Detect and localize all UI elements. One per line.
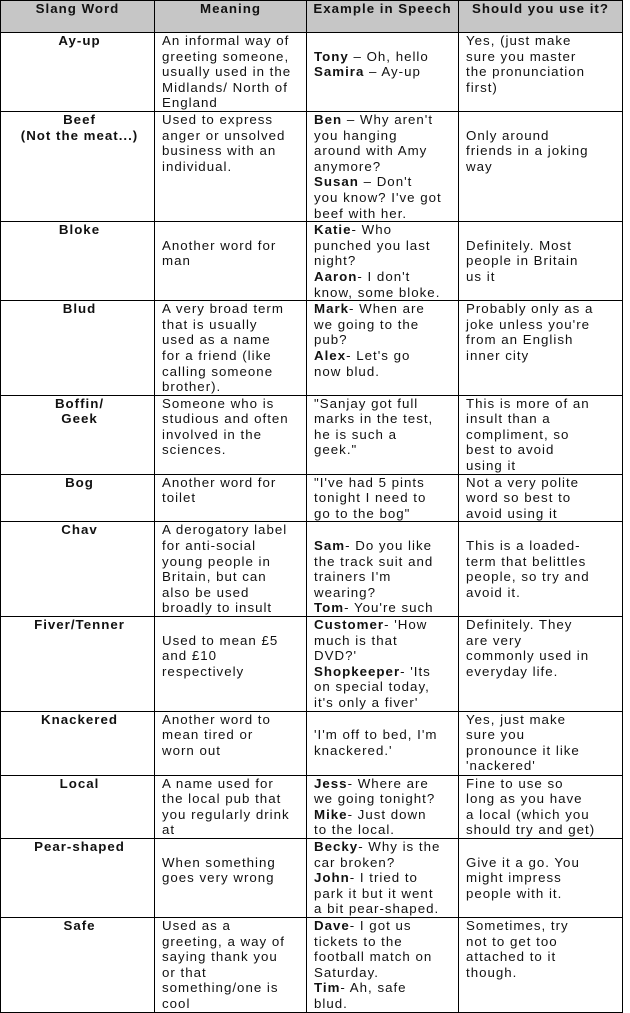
speaker-name: Susan [314, 174, 359, 190]
cell-line [314, 538, 455, 554]
cell-line: from an English [466, 332, 574, 348]
cell-line: involved in the [162, 426, 263, 442]
cell-line [314, 980, 455, 996]
table-row [1, 33, 623, 112]
cell-line: also be used [162, 584, 250, 600]
cell-line: Definitely. Most [466, 237, 572, 253]
cell-advice [459, 301, 623, 396]
speaker-name: Becky [314, 838, 359, 854]
cell-meaning [155, 522, 307, 617]
cell-advice [459, 395, 623, 474]
cell-line: used as a name [162, 332, 271, 348]
cell-line: Bloke [58, 222, 101, 238]
table-row [1, 111, 623, 221]
cell-line [314, 222, 455, 238]
cell-example [307, 522, 459, 617]
cell-example [307, 775, 459, 838]
cell-line: the local pub that [162, 791, 282, 807]
speech-text: – Oh, hello [348, 48, 429, 64]
speech-text: car broken? [314, 854, 396, 870]
header-slang-word: Slang Word [1, 1, 155, 33]
table-row [1, 838, 623, 917]
cell-meaning [155, 474, 307, 522]
speech-text: anymore? [314, 158, 382, 174]
cell-line: Boffin/ [54, 395, 105, 411]
cell-word [1, 395, 155, 474]
cell-line: are very [466, 632, 523, 648]
header-meaning: Meaning [155, 1, 307, 33]
table-row [1, 301, 623, 396]
speech-text: tickets to the [314, 933, 403, 949]
cell-line: or that [162, 964, 207, 980]
cell-line [314, 317, 455, 333]
cell-line [314, 143, 455, 159]
cell-line: us it [466, 268, 496, 284]
speech-text: know, some bloke. [314, 284, 441, 300]
cell-line [314, 475, 455, 491]
cell-line: word so best to [466, 490, 572, 506]
cell-example [307, 711, 459, 775]
speaker-name: Mark [314, 301, 350, 317]
cell-line: A name used for [162, 775, 274, 791]
cell-line: brother). [162, 379, 222, 395]
speaker-name: John [314, 870, 350, 886]
cell-line: worn out [162, 742, 221, 758]
cell-line: business with an [162, 143, 277, 159]
speech-text: blud. [314, 995, 348, 1011]
cell-line: attached to it [466, 949, 557, 965]
cell-line: avoid using it [466, 505, 558, 521]
cell-word [1, 522, 155, 617]
speaker-name: Customer [314, 617, 385, 633]
cell-line: Used to mean £5 [162, 632, 279, 648]
speech-text: on special today, [314, 679, 430, 695]
cell-example [307, 917, 459, 1012]
header-advice: Should you use it? [459, 1, 623, 33]
speech-text: "I've had 5 pints [314, 474, 425, 490]
speaker-name: Dave [314, 917, 350, 933]
cell-line: Give it a go. You [466, 854, 580, 870]
cell-line: commonly used in [466, 648, 590, 664]
cell-line [314, 791, 455, 807]
cell-line [314, 442, 455, 458]
cell-advice [459, 33, 623, 112]
cell-line: long as you have [466, 791, 583, 807]
cell-line: avoid it. [466, 584, 521, 600]
cell-meaning [155, 395, 307, 474]
cell-line: respectively [162, 663, 245, 679]
speaker-name: Alex [314, 347, 347, 363]
cell-line: Probably only as a [466, 301, 594, 317]
cell-line: pronounce it like [466, 742, 580, 758]
speech-text: tonight I need to [314, 490, 427, 506]
cell-line: people with it. [466, 885, 563, 901]
speaker-name: Shopkeeper [314, 663, 401, 679]
speech-text: you know? I've got [314, 189, 442, 205]
speech-text: night? [314, 253, 357, 269]
cell-line [314, 128, 455, 144]
speech-text: Saturday. [314, 964, 379, 980]
cell-line: using it [466, 458, 517, 474]
speech-text: "Sanjay got full [314, 395, 419, 411]
cell-line: studious and often [162, 411, 289, 427]
cell-line: Bog [65, 474, 94, 490]
cell-line: Used as a [162, 917, 231, 933]
cell-line [314, 427, 455, 443]
speech-text: - Ah, safe [340, 980, 407, 996]
speaker-name: Ben [314, 111, 343, 127]
speech-text: – Why aren't [342, 111, 434, 127]
speech-text: it's only a fiver' [314, 695, 419, 710]
cell-meaning [155, 301, 307, 396]
cell-line: When something [162, 854, 276, 870]
cell-line [314, 855, 455, 871]
cell-line: usually used in the [162, 64, 292, 80]
cell-line: Blud [62, 301, 97, 317]
cell-advice [459, 474, 623, 522]
cell-meaning [155, 917, 307, 1012]
speech-text: - You're such [344, 600, 434, 616]
speech-text: - Let's go [346, 347, 411, 363]
cell-line: Fine to use so [466, 775, 564, 791]
cell-line: Another word to [162, 711, 271, 727]
cell-line: insult than a [466, 411, 551, 427]
speech-text: - When are [349, 301, 425, 317]
cell-line: Another word for [162, 474, 277, 490]
cell-line: you regularly drink [162, 806, 290, 822]
cell-line [314, 554, 455, 570]
cell-line: A derogatory label [162, 522, 288, 538]
cell-line: the pronunciation [466, 64, 586, 80]
cell-line [314, 348, 455, 364]
cell-advice [459, 838, 623, 917]
cell-line: Yes, just make [466, 711, 566, 727]
speech-text: - I got us [349, 917, 412, 933]
table-row [1, 522, 623, 617]
cell-line: An informal way of [162, 33, 290, 48]
speech-text: much is that [314, 632, 398, 648]
cell-line: Chav [61, 522, 98, 538]
cell-meaning [155, 838, 307, 917]
speech-text: beef with her. [314, 205, 408, 221]
cell-line [314, 269, 455, 285]
cell-line [314, 822, 455, 838]
speech-text: - Where are [347, 775, 429, 791]
cell-line [314, 807, 455, 823]
cell-line [314, 49, 455, 65]
speech-text: go to the bog" [314, 505, 411, 521]
cell-line: Pear-shaped [34, 838, 125, 854]
cell-line: greeting someone, [162, 48, 290, 64]
cell-line [314, 695, 455, 711]
cell-word [1, 222, 155, 301]
cell-advice [459, 617, 623, 712]
cell-word [1, 775, 155, 838]
speech-text: football match on [314, 949, 433, 965]
cell-line: people, so try and [466, 569, 590, 585]
cell-line [314, 285, 455, 301]
cell-line: Britain, but can [162, 569, 267, 585]
cell-advice [459, 775, 623, 838]
speech-text: – Don't [358, 174, 413, 190]
cell-line [314, 727, 455, 743]
cell-meaning [155, 33, 307, 112]
cell-line [314, 617, 455, 633]
cell-line [314, 870, 455, 886]
cell-line: that is usually [162, 316, 258, 332]
cell-word [1, 838, 155, 917]
cell-line [314, 364, 455, 380]
cell-line: calling someone [162, 363, 274, 379]
cell-line [314, 996, 455, 1012]
speech-text: trainers I'm [314, 569, 392, 585]
speaker-name: Samira [314, 64, 365, 80]
cell-line: anger or unsolved [162, 127, 286, 143]
speech-text: now blud. [314, 363, 380, 379]
cell-example [307, 301, 459, 396]
speech-text: - I tried to [349, 870, 418, 886]
speech-text: - 'Its [400, 663, 431, 679]
cell-line: Sometimes, try [466, 917, 569, 933]
cell-advice [459, 222, 623, 301]
cell-line [314, 934, 455, 950]
cell-line: goes very wrong [162, 870, 275, 886]
cell-line: sciences. [162, 442, 227, 458]
speaker-name: Tom [314, 600, 345, 616]
cell-line [314, 679, 455, 695]
cell-line [314, 569, 455, 585]
cell-line [314, 253, 455, 269]
cell-word [1, 111, 155, 221]
cell-line: Definitely. They [466, 617, 573, 633]
cell-line: England [162, 95, 218, 111]
cell-word [1, 474, 155, 522]
cell-line: This is a loaded- [466, 538, 581, 554]
speech-text: 'I'm off to bed, I'm [314, 727, 438, 743]
cell-line: for anti-social [162, 538, 257, 554]
cell-line: Safe [63, 917, 96, 933]
cell-line [314, 664, 455, 680]
cell-word [1, 617, 155, 712]
cell-example [307, 395, 459, 474]
speech-text: pub? [314, 332, 348, 348]
cell-line: Knackered [41, 711, 118, 727]
cell-advice [459, 111, 623, 221]
cell-advice [459, 917, 623, 1012]
cell-line: best to avoid [466, 442, 555, 458]
cell-line: might impress [466, 870, 562, 886]
table-row [1, 395, 623, 474]
speaker-name: Tony [314, 48, 349, 64]
cell-line: Local [59, 775, 100, 791]
cell-advice [459, 522, 623, 617]
speaker-name: Mike [314, 806, 348, 822]
cell-line: at [162, 822, 176, 838]
cell-line [314, 901, 455, 917]
speech-text: geek." [314, 442, 358, 458]
cell-line [314, 190, 455, 206]
table-row [1, 917, 623, 1012]
speech-text: - Do you like [345, 538, 432, 554]
cell-meaning [155, 222, 307, 301]
speech-text: he is such a [314, 426, 397, 442]
cell-line [314, 839, 455, 855]
cell-line: joke unless you're [466, 316, 591, 332]
cell-line: term that belittles [466, 553, 587, 569]
cell-line [314, 743, 455, 759]
cell-line [314, 585, 455, 601]
cell-line: mean tired or [162, 727, 254, 743]
cell-example [307, 617, 459, 712]
speech-text: - 'How [384, 617, 428, 633]
cell-line: first) [466, 79, 498, 95]
cell-line: though. [466, 964, 518, 980]
speech-text: DVD?' [314, 648, 358, 664]
cell-line [314, 174, 455, 190]
cell-meaning [155, 711, 307, 775]
cell-example [307, 838, 459, 917]
cell-advice [459, 711, 623, 775]
cell-line: Geek [61, 411, 98, 427]
cell-line: Midlands/ North of [162, 79, 288, 95]
cell-line [314, 238, 455, 254]
cell-line: saying thank you [162, 949, 278, 965]
cell-line [314, 776, 455, 792]
cell-line: sure you [466, 727, 525, 743]
speech-text: you hanging [314, 127, 398, 143]
cell-line: Used to express [162, 111, 274, 127]
cell-example [307, 474, 459, 522]
speaker-name: Katie [314, 222, 352, 238]
cell-line [314, 112, 455, 128]
cell-line [314, 648, 455, 664]
speech-text: we going tonight? [314, 791, 436, 807]
speech-text: – Ay-up [364, 64, 421, 80]
table-row [1, 617, 623, 712]
cell-line [314, 206, 455, 222]
cell-line [314, 949, 455, 965]
cell-line: should try and get) [466, 822, 596, 838]
cell-line: 'nackered' [466, 758, 536, 774]
cell-line: for a friend (like [162, 347, 272, 363]
cell-line: Ay-up [58, 33, 101, 48]
cell-example [307, 222, 459, 301]
cell-word [1, 301, 155, 396]
cell-line: something/one is [162, 980, 279, 996]
cell-line: and £10 [162, 648, 218, 664]
speech-text: the track suit and [314, 553, 434, 569]
speech-text: wearing? [314, 584, 376, 600]
cell-line: A very broad term [162, 301, 284, 317]
cell-line [314, 490, 455, 506]
speech-text: park it but it went [314, 885, 434, 901]
cell-line: greeting, a way of [162, 933, 285, 949]
cell-line: everyday life. [466, 663, 559, 679]
cell-line: cool [162, 995, 191, 1011]
cell-line [314, 64, 455, 80]
cell-word [1, 33, 155, 112]
cell-line: Another word for [162, 237, 277, 253]
table-row [1, 711, 623, 775]
table-row [1, 474, 623, 522]
speech-text: - Just down [347, 806, 427, 822]
cell-line: toilet [162, 490, 197, 506]
cell-line [314, 332, 455, 348]
cell-word [1, 917, 155, 1012]
cell-line [314, 159, 455, 175]
cell-line: Someone who is [162, 395, 275, 411]
cell-line: Beef [63, 111, 96, 127]
cell-line [314, 886, 455, 902]
speaker-name: Sam [314, 538, 346, 554]
cell-line: young people in [162, 553, 271, 569]
cell-line [314, 506, 455, 522]
speech-text: marks in the test, [314, 411, 434, 427]
cell-line: Fiver/Tenner [34, 617, 125, 633]
cell-example [307, 111, 459, 221]
cell-line [314, 301, 455, 317]
cell-line: Not a very polite [466, 474, 580, 490]
cell-line [314, 396, 455, 412]
cell-line: (Not the meat...) [20, 127, 139, 143]
header-row [1, 1, 623, 33]
speech-text: around with Amy [314, 143, 428, 159]
cell-line: Only around [466, 127, 550, 143]
speech-text: - I don't [357, 268, 411, 284]
cell-line: broadly to insult [162, 600, 273, 616]
speech-text: a bit pear-shaped. [314, 901, 440, 917]
cell-line: individual. [162, 158, 233, 174]
speech-text: knackered.' [314, 742, 393, 758]
cell-line: people in Britain [466, 253, 579, 269]
speech-text: punched you last [314, 237, 431, 253]
cell-line [314, 918, 455, 934]
cell-line: inner city [466, 347, 530, 363]
table-row [1, 775, 623, 838]
cell-line [314, 965, 455, 981]
cell-meaning [155, 775, 307, 838]
cell-example [307, 33, 459, 112]
speech-text: - Who [351, 222, 392, 238]
cell-line: way [466, 158, 493, 174]
header-example: Example in Speech [307, 1, 459, 33]
speaker-name: Aaron [314, 268, 358, 284]
table-row [1, 222, 623, 301]
speech-text: we going to the [314, 316, 420, 332]
cell-line: compliment, so [466, 426, 570, 442]
speaker-name: Tim [314, 980, 341, 996]
cell-line: not to get too [466, 933, 558, 949]
cell-line [314, 411, 455, 427]
cell-meaning [155, 111, 307, 221]
speaker-name: Jess [314, 775, 348, 791]
cell-meaning [155, 617, 307, 712]
cell-line: man [162, 253, 191, 269]
cell-line: This is more of an [466, 395, 590, 411]
cell-line [314, 600, 455, 616]
cell-line: sure you master [466, 48, 577, 64]
cell-line: Yes, (just make [466, 33, 572, 48]
speech-text: to the local. [314, 822, 396, 838]
cell-line [314, 633, 455, 649]
cell-word [1, 711, 155, 775]
cell-line: friends in a joking [466, 143, 589, 159]
speech-text: - Why is the [358, 838, 441, 854]
cell-line: a local (which you [466, 806, 590, 822]
